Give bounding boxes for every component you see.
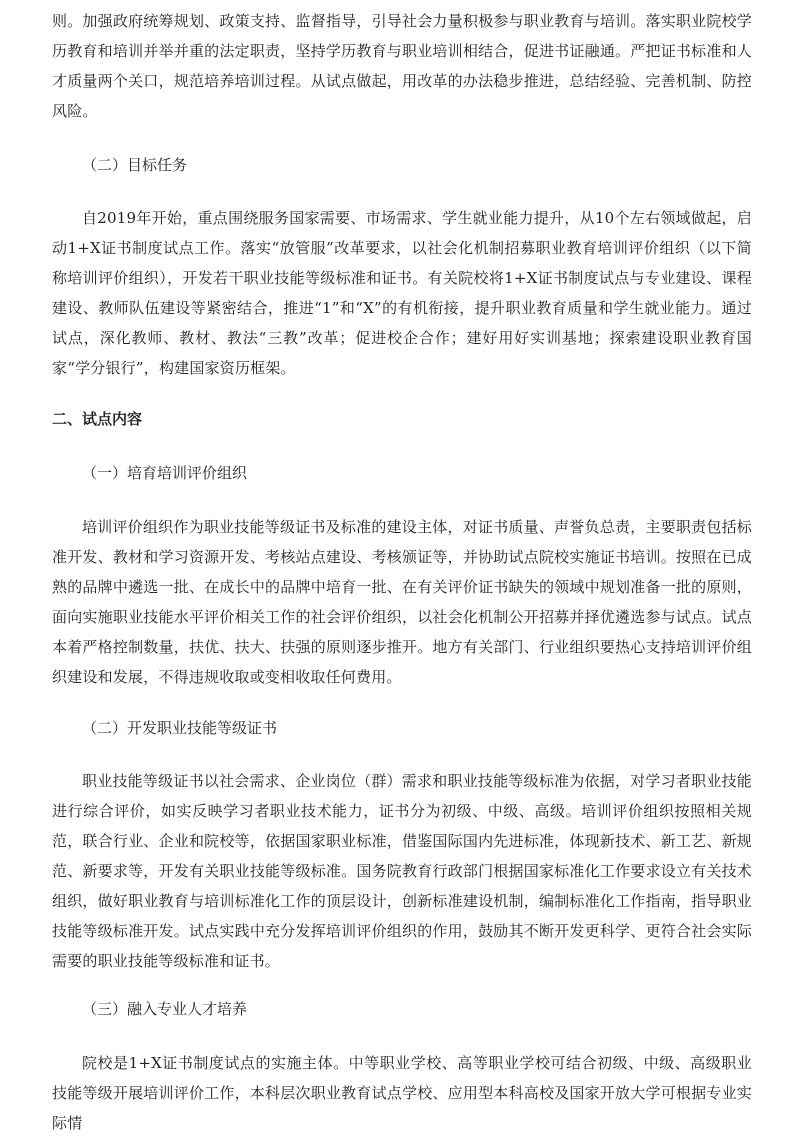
heading-develop-certificates: （二）开发职业技能等级证书: [82, 719, 278, 737]
paragraph-goal-tasks: 自2019年开始，重点围绕服务国家需要、市场需求、学生就业能力提升，从10个左右领域做起，启动1+X证书制度试点工作。落实“放管服”改革要求，以社会化机制招募职业教育培训评价组织（以下简称培训评价组织），开发若干职业技能等级标准和证书。有关院校将1+X证书制度试点与专业建设、课程建设、教师队伍建设等紧密结合，推进“1”和“X”的有机衔接，提升职业教育质量和学生就业能力。通过试点，深化教师、教材、教法“三教”改革；促进校企合作；建好用好实训基地；探索建设职业教育国家“学分银行”，构建国家资历框架。: [52, 209, 752, 377]
heading-pilot-content: 二、试点内容: [52, 410, 143, 428]
paragraph-principles-continued: 则。加强政府统筹规划、政策支持、监督指导，引导社会力量积极参与职业教育与培训。落实职业院校学历教育和培训并举并重的法定职责，坚持学历教育与职业培训相结合，促进书证融通。严把证书标准和人才质量两个关口，规范培养培训过程。从试点做起，用改革的办法稳步推进，总结经验、完善机制、防控风险。: [52, 12, 752, 120]
paragraph-training-evaluation-org: 培训评价组织作为职业技能等级证书及标准的建设主体，对证书质量、声誉负总责，主要职责包括标准开发、教材和学习资源开发、考核站点建设、考核颁证等，并协助试点院校实施证书培训。按照在已成熟的品牌中遴选一批、在成长中的品牌中培育一批、在有关评价证书缺失的领域中规划准备一批的原则，面向实施职业技能水平评价相关工作的社会评价组织，以社会化机制公开招募并择优遴选参与试点。试点本着严格控制数量，扶优、扶大、扶强的原则逐步推开。地方有关部门、行业组织要热心支持培训评价组织建设和发展，不得违规收取或变相收取任何费用。: [52, 518, 752, 686]
paragraph-develop-certificates: 职业技能等级证书以社会需求、企业岗位（群）需求和职业技能等级标准为依据，对学习者职业技能进行综合评价，如实反映学习者职业技术能力，证书分为初级、中级、高级。培训评价组织按照相关规范，联合行业、企业和院校等，依据国家职业标准，借鉴国际国内先进标准，体现新技术、新工艺、新规范、新要求等，开发有关职业技能等级标准。国务院教育行政部门根据国家标准化工作要求设立有关技术组织，做好职业教育与培训标准化工作的顶层设计，创新标准建设机制，编制标准化工作指南，指导职业技能等级标准开发。试点实践中充分发挥培训评价组织的作用，鼓励其不断开发更科学、更符合社会实际需要的职业技能等级标准和证书。: [52, 772, 752, 970]
heading-integrate-talent-training: （三）融入专业人才培养: [82, 1000, 248, 1018]
paragraph-integrate-talent-training: 院校是1+X证书制度试点的实施主体。中等职业学校、高等职业学校可结合初级、中级、高级职业技能等级开展培训评价工作，本科层次职业教育试点学校、应用型本科高校及国家开放大学可根据专业实际情: [52, 1054, 752, 1132]
heading-goal-tasks: （二）目标任务: [82, 156, 188, 174]
heading-training-evaluation-org: （一）培育培训评价组织: [82, 464, 248, 482]
